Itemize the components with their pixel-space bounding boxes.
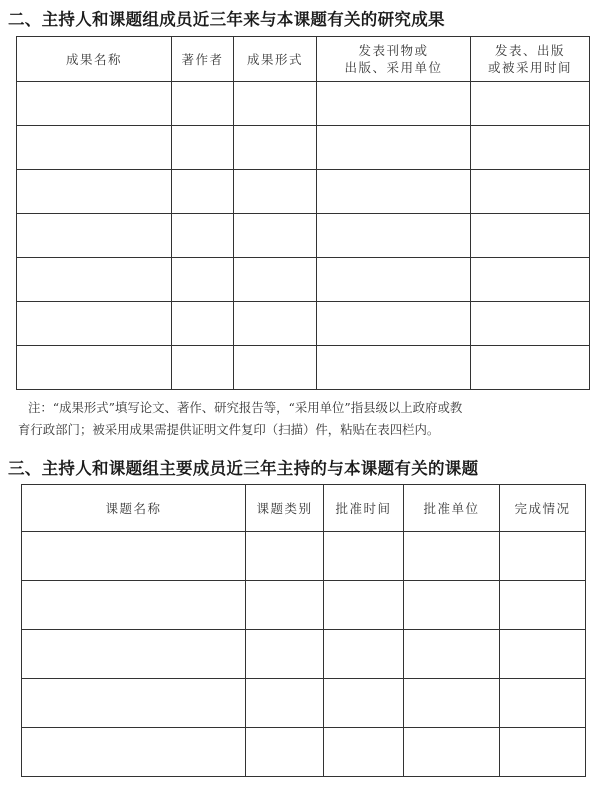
table-row: [22, 630, 586, 679]
table-cell[interactable]: [324, 581, 404, 630]
header-approval-time: 批准时间: [324, 485, 404, 532]
table-cell[interactable]: [172, 302, 234, 346]
table-cell[interactable]: [500, 630, 586, 679]
note-line-2: 育行政部门；被采用成果需提供证明文件复印（扫描）件，粘贴在表四栏内。: [18, 422, 440, 437]
table-row: [17, 258, 590, 302]
table-cell[interactable]: [17, 302, 172, 346]
related-projects-table: [21, 484, 586, 777]
table-cell[interactable]: [17, 346, 172, 390]
table-cell[interactable]: [317, 214, 471, 258]
table-cell[interactable]: [246, 728, 324, 777]
table-row: [17, 346, 590, 390]
table-cell[interactable]: [234, 214, 317, 258]
table-cell[interactable]: [404, 581, 500, 630]
header-completion-status: 完成情况: [500, 485, 586, 532]
table-cell[interactable]: [172, 258, 234, 302]
table-cell[interactable]: [246, 532, 324, 581]
table-cell[interactable]: [324, 728, 404, 777]
table-cell[interactable]: [22, 630, 246, 679]
table-cell[interactable]: [234, 170, 317, 214]
section-2-title: 二、主持人和课题组成员近三年来与本课题有关的研究成果: [8, 10, 445, 29]
table-cell[interactable]: [404, 679, 500, 728]
note-line-1: 注：“成果形式”填写论文、著作、研究报告等，“采用单位”指县级以上政府或教: [28, 400, 463, 415]
table-cell[interactable]: [317, 126, 471, 170]
table-cell[interactable]: [317, 302, 471, 346]
table-row: [22, 728, 586, 777]
table-cell[interactable]: [500, 679, 586, 728]
header-approval-unit: 批准单位: [404, 485, 500, 532]
table-cell[interactable]: [22, 581, 246, 630]
table-cell[interactable]: [324, 532, 404, 581]
table-row: [22, 532, 586, 581]
table-cell[interactable]: [172, 170, 234, 214]
header-project-category: 课题类别: [246, 485, 324, 532]
table-cell[interactable]: [404, 728, 500, 777]
table-cell[interactable]: [234, 346, 317, 390]
header-result-name: 成果名称: [17, 37, 172, 82]
header-project-name: 课题名称: [22, 485, 246, 532]
table-cell[interactable]: [471, 302, 590, 346]
table-cell[interactable]: [471, 214, 590, 258]
table-cell[interactable]: [234, 302, 317, 346]
section-3-title: 三、主持人和课题组主要成员近三年主持的与本课题有关的课题: [8, 459, 479, 478]
table-cell[interactable]: [317, 82, 471, 126]
table-cell[interactable]: [471, 126, 590, 170]
table-cell[interactable]: [22, 728, 246, 777]
table-cell[interactable]: [500, 728, 586, 777]
table-cell[interactable]: [22, 679, 246, 728]
table-cell[interactable]: [234, 126, 317, 170]
header-publication-time: 发表、出版 或被采用时间: [471, 37, 590, 82]
table-cell[interactable]: [17, 126, 172, 170]
table-cell[interactable]: [22, 532, 246, 581]
table-header-row: [22, 485, 586, 532]
table-cell[interactable]: [404, 630, 500, 679]
table-row: [17, 126, 590, 170]
table-cell[interactable]: [172, 346, 234, 390]
table-cell[interactable]: [17, 82, 172, 126]
header-result-form: 成果形式: [234, 37, 317, 82]
table-cell[interactable]: [172, 214, 234, 258]
table-cell[interactable]: [317, 170, 471, 214]
table-header-row: [17, 37, 590, 82]
table-cell[interactable]: [500, 581, 586, 630]
table-cell[interactable]: [471, 346, 590, 390]
table-cell[interactable]: [234, 82, 317, 126]
table-cell[interactable]: [471, 258, 590, 302]
table-row: [22, 581, 586, 630]
table-cell[interactable]: [500, 532, 586, 581]
table-cell[interactable]: [246, 630, 324, 679]
section-2-note: [18, 397, 584, 441]
table-cell[interactable]: [234, 258, 317, 302]
table-cell[interactable]: [17, 214, 172, 258]
research-results-table: [16, 36, 590, 390]
table-row: [17, 214, 590, 258]
table-row: [17, 82, 590, 126]
table-row: [17, 302, 590, 346]
table-row: [17, 170, 590, 214]
table-cell[interactable]: [17, 170, 172, 214]
table-cell[interactable]: [172, 126, 234, 170]
table-cell[interactable]: [17, 258, 172, 302]
table-cell[interactable]: [324, 679, 404, 728]
table-cell[interactable]: [404, 532, 500, 581]
table-cell[interactable]: [317, 346, 471, 390]
table-cell[interactable]: [246, 679, 324, 728]
table-cell[interactable]: [317, 258, 471, 302]
table-row: [22, 679, 586, 728]
header-publication-unit: 发表刊物或 出版、采用单位: [317, 37, 471, 82]
header-author: 著作者: [172, 37, 234, 82]
table-cell[interactable]: [246, 581, 324, 630]
table-cell[interactable]: [471, 170, 590, 214]
table-cell[interactable]: [324, 630, 404, 679]
table-cell[interactable]: [471, 82, 590, 126]
table-cell[interactable]: [172, 82, 234, 126]
